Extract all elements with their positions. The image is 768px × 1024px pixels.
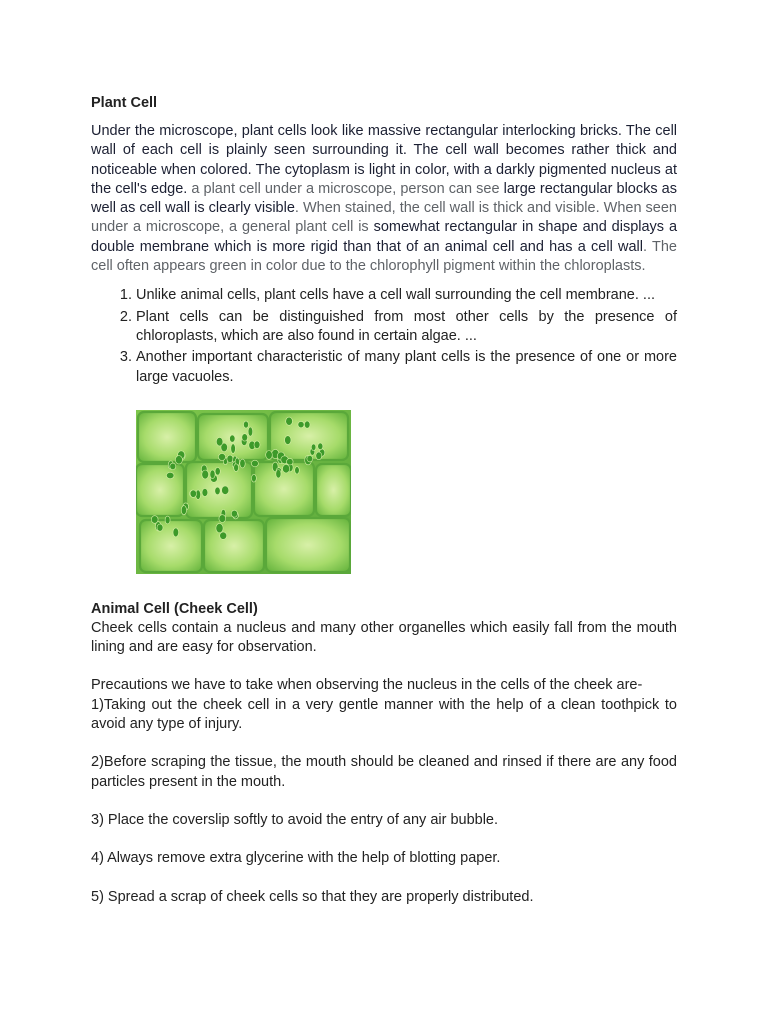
paragraph-segment: Under the microscope, plant cells look like bbox=[91, 123, 368, 139]
cell-wall bbox=[266, 518, 350, 572]
chloroplast bbox=[215, 487, 220, 495]
chloroplast bbox=[202, 470, 209, 479]
paragraph-segment: . The cell often appears green in color due to the chlorophyll pigment within the chloroplasts. bbox=[91, 238, 677, 275]
paragraph-segment: somewhat rectangular in shape and displays a double membrane which is more rigid than that of an animal cell and has a cell wall bbox=[91, 219, 678, 255]
chloroplast bbox=[252, 474, 257, 482]
chloroplast bbox=[231, 510, 237, 517]
paragraph-segment: large rectangular blocks as well as cell wall is clearly visible bbox=[91, 180, 677, 217]
chloroplast bbox=[222, 486, 229, 495]
list-item: 3. Another important characteristic of many plant cells is the presence of one or more large vacuoles. bbox=[136, 348, 677, 387]
chloroplast bbox=[151, 516, 158, 524]
chloroplast bbox=[266, 450, 273, 459]
chloroplast bbox=[254, 441, 260, 449]
list-item: 2. Plant cells can be distinguished from most other cells by the presence of chloroplasts, which are also found in certain algae. ... bbox=[136, 308, 677, 347]
chloroplast bbox=[248, 427, 253, 436]
paragraph-segment: massive rectangular interlocking bricks bbox=[367, 123, 618, 139]
cell-wall bbox=[204, 520, 264, 572]
chloroplast bbox=[220, 532, 227, 539]
chloroplast bbox=[231, 444, 236, 454]
chloroplast bbox=[202, 488, 208, 496]
paragraph-segment: . When stained, the cell wall is thick and visible. When seen under a microscope, a general plant cell is bbox=[91, 200, 677, 236]
chloroplast bbox=[304, 421, 310, 428]
chloroplast bbox=[251, 460, 258, 467]
plant-cell-paragraph bbox=[91, 122, 677, 276]
cell-wall bbox=[138, 412, 196, 462]
chloroplast bbox=[210, 470, 215, 479]
chloroplast bbox=[157, 524, 163, 531]
chloroplast bbox=[311, 444, 316, 451]
chloroplast bbox=[234, 464, 239, 472]
chloroplast bbox=[244, 421, 249, 428]
precautions-heading: Precautions we have to take when observing the nucleus in the cells of the cheek are- bbox=[91, 677, 643, 694]
chloroplast bbox=[242, 434, 248, 441]
chloroplast bbox=[216, 523, 223, 532]
precaution-step-1: 1)Taking out the cheek cell in a very gentle manner with the help of a clean toothpick to avoid any type of injury. bbox=[91, 696, 677, 733]
precaution-step-5: 5) Spread a scrap of cheek cells so that they are properly distributed. bbox=[91, 888, 534, 905]
chloroplast bbox=[165, 516, 170, 524]
chloroplast bbox=[285, 436, 291, 445]
chloroplast bbox=[173, 528, 179, 537]
chloroplast bbox=[175, 455, 182, 463]
chloroplast bbox=[218, 453, 225, 460]
chloroplast bbox=[298, 421, 304, 427]
section-title-plant-cell: Plant Cell bbox=[91, 95, 158, 111]
chloroplast bbox=[286, 417, 293, 425]
chloroplast bbox=[240, 459, 245, 468]
chloroplast bbox=[227, 455, 233, 463]
list-item: 1. Unlike animal cells, plant cells have a cell wall surrounding the cell membrane. ... bbox=[136, 286, 677, 305]
precaution-step-4: 4) Always remove extra glycerine with the help of blotting paper. bbox=[91, 850, 501, 867]
precaution-step-3: 3) Place the coverslip softly to avoid the entry of any air bubble. bbox=[91, 811, 499, 828]
cell-wall bbox=[140, 520, 202, 572]
chloroplast bbox=[166, 472, 174, 478]
chloroplast bbox=[215, 467, 220, 475]
plant-cell-list bbox=[91, 286, 677, 386]
chloroplast bbox=[287, 458, 294, 465]
precaution-step-2: 2)Before scraping the tissue, the mouth should be cleaned and rinsed if there are any food particles present in the mouth. bbox=[91, 754, 677, 790]
chloroplast bbox=[230, 435, 235, 442]
chloroplast bbox=[276, 469, 281, 478]
cell-wall bbox=[316, 464, 351, 516]
chloroplast bbox=[318, 443, 323, 450]
plant-cell-micrograph bbox=[136, 410, 351, 574]
chloroplast bbox=[307, 455, 313, 461]
animal-cell-intro: Cheek cells contain a nucleus and many other organelles which easily fall from the mouth lining and are easy for observation. bbox=[91, 619, 677, 656]
chloroplast bbox=[295, 466, 300, 473]
chloroplast bbox=[216, 437, 223, 446]
cell-wall bbox=[136, 464, 184, 516]
chloroplast bbox=[316, 452, 322, 460]
paragraph-segment: a plant cell under a microscope, person can see bbox=[187, 180, 504, 197]
chloroplast bbox=[283, 464, 290, 473]
paragraph-segment: . The cell wall of each cell is plainly seen surrounding it. The cell wall becomes rather thick and noticeable when colored. The cytoplasm is light in color, with a darkly pigmented nucleus at the cell's edge. bbox=[91, 123, 678, 197]
chloroplast bbox=[219, 515, 226, 523]
chloroplast bbox=[170, 463, 176, 470]
document-page bbox=[91, 94, 677, 907]
chloroplast bbox=[181, 505, 186, 514]
chloroplast bbox=[190, 490, 196, 497]
section-title-animal-cell: Animal Cell (Cheek Cell) bbox=[91, 600, 258, 617]
